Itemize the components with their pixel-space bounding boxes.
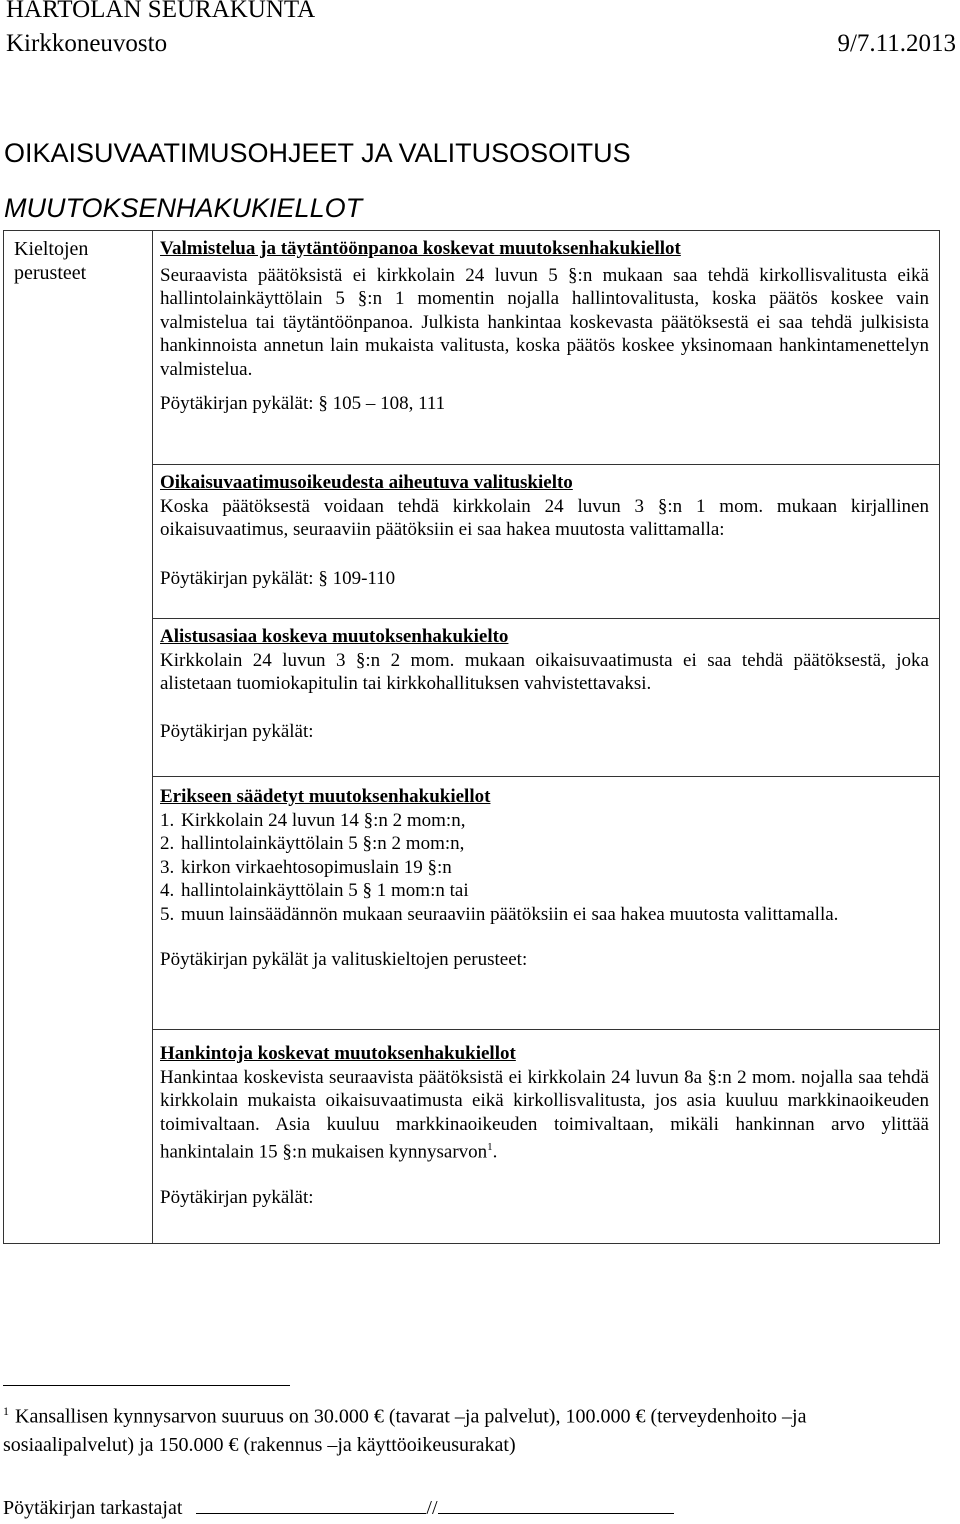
section-text: Hankintaa koskevista seuraavista päätöksistä ei kirkkolain 24 luvun 8a §:n 2 mom. nojalla saa tehdä kirkkolain mukaista oikaisuvaatimusta eikä kirkollisvalitusta, jos asia kuuluu markkinaoikeuden toimivaltaan. Asia kuuluu markkinaoikeuden toimivaltaan, mikäli hankinnan arvo ylittää hankintalain 15 §:n mukaisen kynnysarvon$^1$. [160, 1066, 929, 1163]
restrictions-table [3, 230, 940, 1244]
section-special-prohibitions [153, 777, 939, 1030]
prohibition-list [160, 809, 929, 927]
section-text: Seuraavista päätöksistä ei kirkkolain 24 luvun 5 §:n mukaan saa tehdä kirkollisvalitusta eikä hallintolainkäyttölain 5 §:n 1 momentin nojalla hallintovalitusta, koska päätös koskee vain valmistelua tai täytäntöönpanoa. Julkista hankintaa koskevasta päätöksestä ei saa tehdä julkisista hankinnoista annetun lain mukaista valitusta, koska päätös koskee yksinomaan hankintamenettelyn valmistelua. [160, 264, 929, 380]
section-submission [153, 619, 939, 777]
section-heading: Erikseen säädetyt muutoksenhakukiellot [160, 786, 491, 807]
page-subtitle: MUUTOKSENHAKUKIELLOT [4, 193, 363, 223]
page-title: OIKAISUVAATIMUSOHJEET JA VALITUSOSOITUS [4, 138, 631, 168]
meeting-date: 9/7.11.2013 [837, 30, 956, 57]
list-item: 1. Kirkkolain 24 luvun 14 §:n 2 mom:n, [160, 809, 466, 831]
minutes-value: § 109-110 [318, 567, 396, 589]
minutes-line [160, 392, 929, 416]
minutes-value: § 105 – 108, 111 [318, 393, 446, 414]
signature-blank-1[interactable] [196, 1495, 426, 1514]
section-heading: Alistusasiaa koskeva muutoksenhakukielto [160, 626, 509, 647]
list-item: 3. kirkon virkaehtosopimuslain 19 §:n [160, 856, 452, 878]
section-heading: Valmistelua ja täytäntöönpanoa koskevat muutoksenhakukiellot [160, 238, 681, 259]
section-heading: Hankintoja koskevat muutoksenhakukiellot [160, 1043, 516, 1064]
signature-line [3, 1494, 674, 1522]
minutes-label: Pöytäkirjan pykälät: [160, 1186, 314, 1208]
footnote-ref: 1 [487, 1141, 493, 1153]
section-procurement [153, 1030, 939, 1237]
left-label-cell [4, 231, 153, 1244]
signature-blank-2[interactable] [438, 1495, 674, 1514]
list-item: 4. hallintolainkäyttölain 5 § 1 mom:n tai [160, 880, 469, 901]
section-preparation [153, 231, 939, 465]
minutes-label: Pöytäkirjan pykälät: [160, 720, 314, 742]
organization-name: HARTOLAN SEURAKUNTA [6, 0, 316, 23]
signature-separator: // [426, 1497, 438, 1519]
sections-cell [153, 231, 940, 1244]
minutes-line [160, 720, 929, 744]
section-text: Kirkkolain 24 luvun 3 §:n 2 mom. mukaan oikaisuvaatimusta ei saa tehdä päätöksestä, joka alistetaan tuomiokapitulin tai kirkkohallituksen vahvistettavaksi. [160, 649, 929, 694]
list-item: 2. hallintolainkäyttölain 5 §:n 2 mom:n, [160, 833, 465, 854]
minutes-label: Pöytäkirjan pykälät: [160, 393, 314, 414]
section-heading: Oikaisuvaatimusoikeudesta aiheutuva valituskielto [160, 472, 573, 493]
body-name: Kirkkoneuvosto [6, 30, 168, 57]
signature-label: Pöytäkirjan tarkastajat [3, 1497, 183, 1519]
document-header-row [6, 30, 956, 58]
footnote-text: Kansallisen kynnysarvon suuruus on 30.000 € (tavarat –ja palvelut), 100.000 € (terveydenhoito –ja sosiaalipalvelut) ja 150.000 € (rakennus –ja käyttöoikeusurakat) [3, 1405, 807, 1456]
minutes-label: Pöytäkirjan pykälät ja valituskieltojen perusteet: [160, 949, 528, 970]
section-text: Koska päätöksestä voidaan tehdä kirkkolain 24 luvun 3 §:n 1 mom. mukaan kirjallinen oikaisuvaatimus, seuraaviin päätöksiin ei saa hakea muutosta valittamalla: [160, 495, 929, 540]
section-rectification [153, 465, 939, 619]
footnote-divider [3, 1385, 290, 1386]
footnote-number: 1 [3, 1404, 9, 1418]
list-item: 5. muun lainsäädännön mukaan seuraaviin päätöksiin ei saa hakea muutosta valittamalla. [160, 903, 839, 925]
minutes-label: Pöytäkirjan pykälät: [160, 567, 314, 589]
left-label: Kieltojen perusteet [14, 238, 89, 284]
footnote [3, 1397, 938, 1459]
minutes-line [160, 567, 929, 591]
